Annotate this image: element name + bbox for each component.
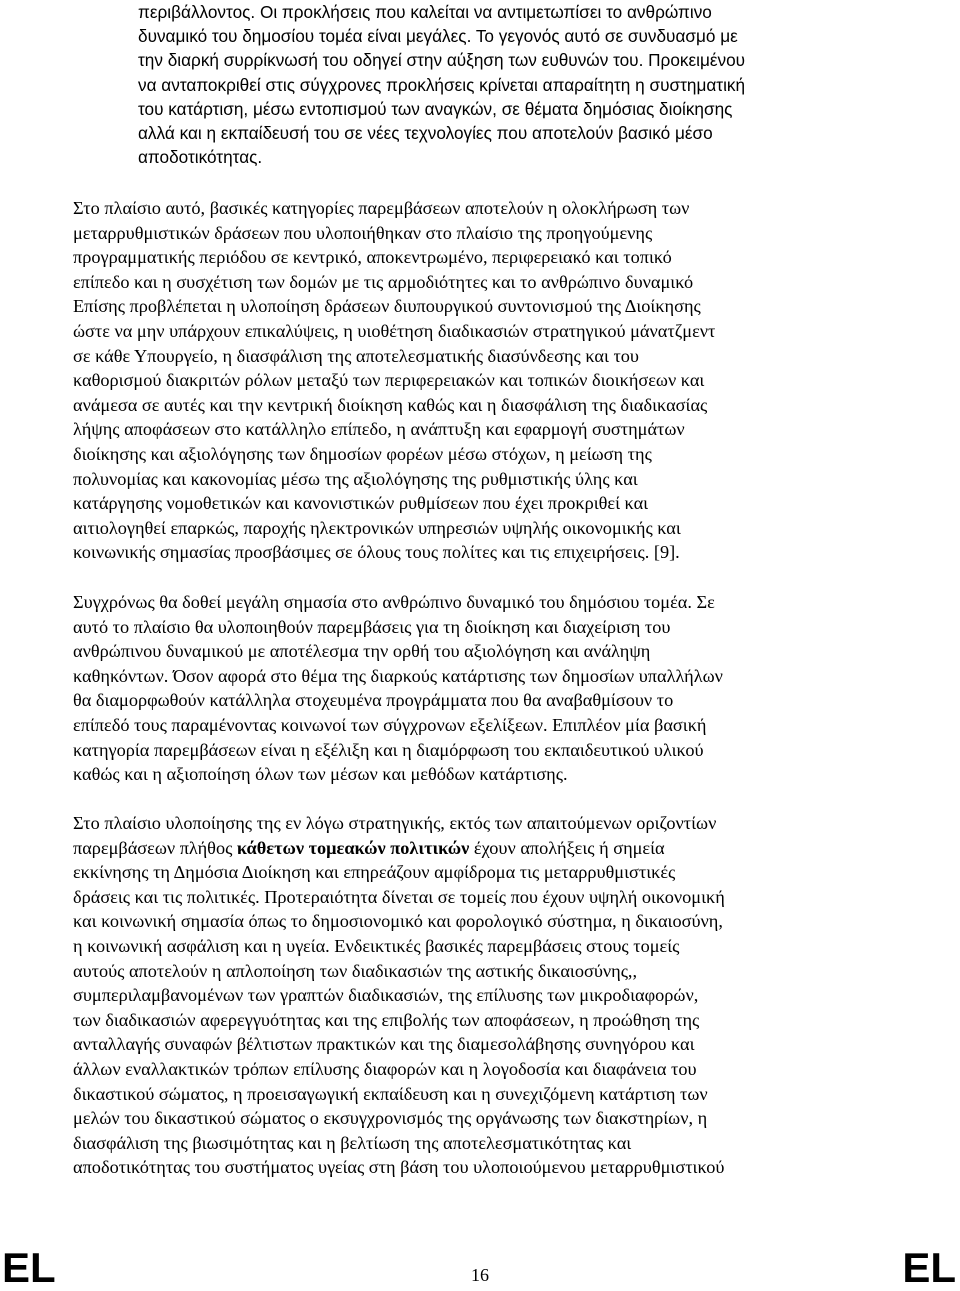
text-line: την διαρκή συρρίκνωσή του οδηγεί στην αύξηση των ευθυνών του. Προκειμένου bbox=[138, 50, 746, 71]
text-line: καθηκόντων. Όσον αφορά στο θέμα της διαρκούς κατάρτισης των δημοσίων υπαλλήλων bbox=[73, 665, 723, 686]
text-line: κοινωνικής σημασίας προσβάσιμες σε όλους τους πολίτες και τις επιχειρήσεις. [9]. bbox=[73, 542, 680, 563]
emphasized-phrase: κάθετων τομεακών πολιτικών bbox=[236, 837, 470, 858]
text-line: δυναμικό του δημοσίου τομέα είναι μεγάλες. Το γεγονός αυτό σε συνδυασμό με bbox=[138, 26, 738, 47]
text-line: και κοινωνική σημασία όπως το δημοσιονομικό και φορολογικό σύστημα, η δικαιοσύνη, bbox=[73, 911, 723, 932]
footer-language-code-left: EL bbox=[2, 1244, 56, 1291]
text-line: λήψης αποφάσεων στο κατάλληλο επίπεδο, η ανάπτυξη και εφαρμογή συστημάτων bbox=[73, 419, 685, 440]
footer-language-code-right: EL bbox=[902, 1244, 956, 1291]
text-line: η κοινωνική ασφάλιση και η υγεία. Ενδεικτικές βασικές παρεμβάσεις στους τομείς bbox=[73, 935, 680, 956]
text-line: ανάμεσα σε αυτές και την κεντρική διοίκηση καθώς και η διασφάλιση της διαδικασίας bbox=[73, 394, 708, 415]
text-line: Στο πλαίσιο αυτό, βασικές κατηγορίες παρεμβάσεων αποτελούν η ολοκλήρωση των bbox=[73, 198, 690, 218]
paragraph-human-resources bbox=[73, 590, 863, 787]
text-line: Συγχρόνως θα δοθεί μεγάλη σημασία στο ανθρώπινο δυναμικό του δημόσιου τομέα. Σε bbox=[73, 592, 715, 612]
text-line: των διαδικασιών αφερεγγυότητας και της επιβολής των αποφάσεων, η προώθηση της bbox=[73, 1009, 700, 1030]
text-line: επίπεδο και η συσχέτιση των δομών με τις αρμοδιότητες και το ανθρώπινο δυναμικό bbox=[73, 271, 694, 292]
paragraph-sectoral-policies bbox=[73, 811, 863, 1180]
text-line: του κατάρτιση, μέσω εντοπισμού των αναγκών, σε θέματα δημόσιας διοίκησης bbox=[138, 98, 733, 119]
text-line: Στο πλαίσιο υλοποίησης της εν λόγω στρατηγικής, εκτός των απαιτούμενων οριζοντίων bbox=[73, 813, 717, 833]
text-line: συμπεριλαμβανομένων των γραπτών διαδικασιών, της επίλυσης των μικροδιαφορών, bbox=[73, 985, 699, 1006]
text-line: θα διαμορφωθούν κατάλληλα στοχευμένα προγράμματα που θα αναβαθμίσουν το bbox=[73, 690, 674, 711]
text-line: μεταρρυθμιστικών δράσεων που υλοποιήθηκαν στο πλαίσιο της προηγούμενης bbox=[73, 222, 653, 243]
text-line: Επίσης προβλέπεται η υλοποίηση δράσεων διυπουργικού συντονισμού της Διοίκησης bbox=[73, 296, 701, 317]
text-line: κατάργησης νομοθετικών και κανονιστικών ρυθμίσεων που έχει προκριθεί και bbox=[73, 493, 649, 514]
text-line-with-emphasis bbox=[73, 836, 863, 861]
text-line: αυτούς αποτελούν η απλοποίηση των διαδικασιών της αστικής δικαιοσύνης,, bbox=[73, 960, 638, 981]
text-line: να ανταποκριθεί στις σύγχρονες προκλήσεις κρίνεται απαραίτητη η συστηματική bbox=[138, 74, 746, 95]
text-line: πολυνομίας και κακονομίας μέσω της αξιολόγησης της ρυθμιστικής ύλης και bbox=[73, 468, 638, 489]
text-run: έχουν απολήξεις ή σημεία bbox=[469, 837, 665, 858]
text-line: αποδοτικότητας. bbox=[138, 147, 263, 168]
text-line: δικαστικού σώματος, η προεισαγωγική εκπαίδευση και η συνεχιζόμενη κατάρτιση των bbox=[73, 1083, 708, 1104]
text-line: καθώς και η αξιοποίηση όλων των μέσων και μεθόδων κατάρτισης. bbox=[73, 764, 568, 785]
text-line: εκκίνησης τη Δημόσια Διοίκηση και επηρεάζουν αμφίδρομα τις μεταρρυθμιστικές bbox=[73, 862, 676, 883]
text-line: δράσεις και τις πολιτικές. Προτεραιότητα δίνεται σε τομείς που έχουν υψηλή οικονομική bbox=[73, 886, 725, 907]
page-number: 16 bbox=[471, 1265, 489, 1285]
text-line: διοίκησης και αξιολόγησης των δημοσίων φορέων μέσω στόχων, η μείωση της bbox=[73, 443, 652, 464]
text-line: προγραμματικής περιόδου σε κεντρικό, αποκεντρωμένο, περιφερειακό και τοπικό bbox=[73, 247, 672, 268]
intro-text-block bbox=[138, 0, 838, 169]
text-line: επίπεδό τους παραμένοντας κοινωνοί των σύγχρονων εξελίξεων. Επιπλέον μία βασική bbox=[73, 714, 707, 735]
text-line: μελών του δικαστικού σώματος ο εκσυγχρονισμός της οργάνωσης των διακστηρίων, η bbox=[73, 1108, 708, 1129]
text-line: αποδοτικότητας του συστήματος υγείας στη βάση του υλοποιούμενου μεταρρυθμιστικού bbox=[73, 1157, 725, 1178]
paragraph-intervention-categories bbox=[73, 196, 863, 565]
text-line: περιβάλλοντος. Οι προκλήσεις που καλείται να αντιμετωπίσει το ανθρώπινο bbox=[138, 2, 712, 22]
text-run: παρεμβάσεων πλήθος bbox=[73, 837, 237, 858]
text-line: διασφάλιση της βιωσιμότητας και η βελτίωση της αποτελεσματικότητας και bbox=[73, 1132, 632, 1153]
text-line: κατηγορία παρεμβάσεων είναι η εξέλιξη και η διαμόρφωση του εκπαιδευτικού υλικού bbox=[73, 739, 704, 760]
text-line: αιτιολογηθεί επαρκώς, παροχής ηλεκτρονικών υπηρεσιών υψηλής οικονομικής και bbox=[73, 517, 681, 538]
text-line: ώστε να μην υπάρχουν επικαλύψεις, η υιοθέτηση διαδικασιών στρατηγικού μάνατζμεντ bbox=[73, 320, 716, 341]
text-line: σε κάθε Υπουργείο, η διασφάλιση της αποτελεσματικής διασύνδεσης και του bbox=[73, 345, 639, 366]
text-line: ανθρώπινου δυναμικού με αποτέλεσμα την ορθή του αξιολόγηση και ανάληψη bbox=[73, 641, 651, 662]
text-line: καθορισμού διακριτών ρόλων μεταξύ των περιφερειακών και τοπικών διοικήσεων και bbox=[73, 370, 705, 391]
text-line: αλλά και η εκπαίδευσή του σε νέες τεχνολογίες που αποτελούν βασικό μέσο bbox=[138, 122, 713, 143]
text-line: ανταλλαγής συναφών βέλτιστων πρακτικών και της διαμεσολάβησης συνηγόρου και bbox=[73, 1034, 695, 1055]
text-line: άλλων εναλλακτικών τρόπων επίλυσης διαφορών και η λογοδοσία και διαφάνεια του bbox=[73, 1058, 697, 1079]
text-line: αυτό το πλαίσιο θα υλοποιηθούν παρεμβάσεις για τη διοίκηση και διαχείριση του bbox=[73, 616, 671, 637]
